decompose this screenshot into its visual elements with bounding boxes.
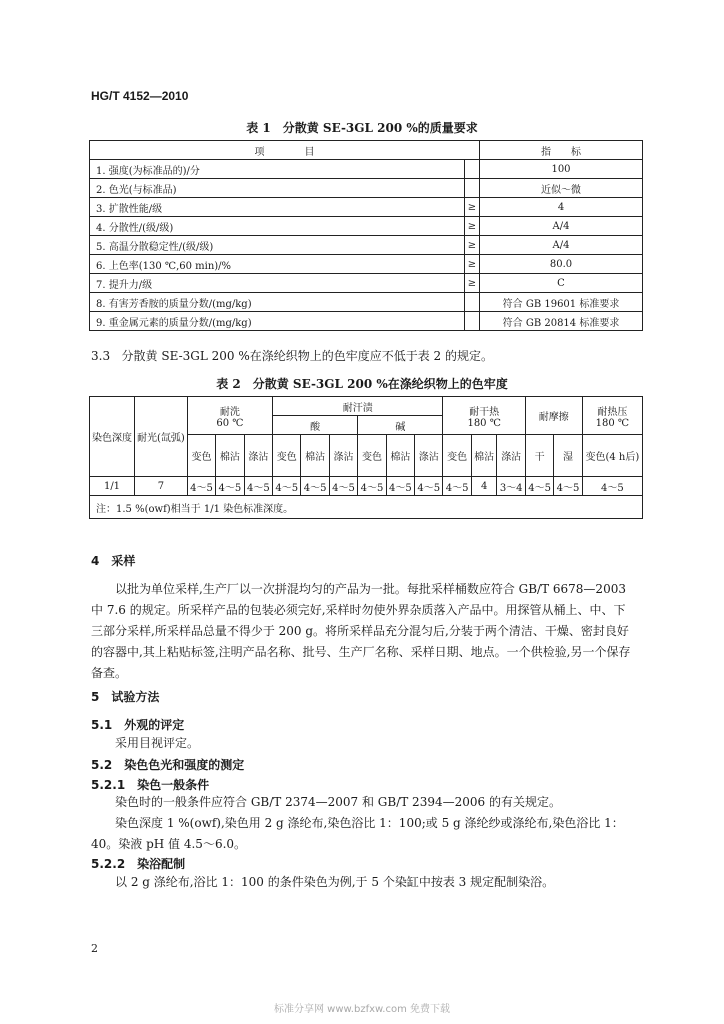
sub-header: 变色 (273, 435, 301, 477)
cell: 4～5 (415, 477, 443, 496)
row-item: 2. 色光(与标准品) (90, 179, 465, 198)
page-number: 2 (91, 942, 98, 955)
cell: 4～5 (216, 477, 244, 496)
row-value: A/4 (480, 217, 643, 236)
table-row (90, 312, 643, 331)
cell: 4～5 (358, 477, 386, 496)
cell: 4～5 (329, 477, 357, 496)
sub-header: 变色(4 h后) (582, 435, 642, 477)
row-value: C (480, 274, 643, 293)
row-op: ≥ (465, 236, 480, 255)
sub-header: 棉沾 (216, 435, 244, 477)
paragraph-line: 备查。 (91, 666, 128, 680)
press-header (582, 397, 642, 435)
row-op: ≥ (465, 198, 480, 217)
document-code-header: HG/T 4152—2010 (91, 89, 189, 103)
cell: 4～5 (386, 477, 414, 496)
paragraph-line: 40。染液 pH 值 4.5～6.0。 (91, 837, 247, 851)
row-value: 100 (480, 160, 643, 179)
row-value: A/4 (480, 236, 643, 255)
row-item: 5. 高温分散稳定性/(级/级) (90, 236, 465, 255)
row-op (465, 160, 480, 179)
press-temp: 180 ℃ (595, 417, 630, 429)
quality-requirements-table (89, 140, 643, 331)
row-value: 近似～微 (480, 179, 643, 198)
rub-header: 耐摩擦 (525, 397, 582, 435)
paragraph-line: 的容器中,其上粘贴标签,注明产品名称、批号、生产厂名称、采样日期、地点。一个供检验,另一个保存 (91, 645, 631, 659)
press-label: 耐热压 (597, 406, 628, 418)
sub-header: 棉沾 (386, 435, 414, 477)
sub-header: 涤沾 (244, 435, 272, 477)
row-value: 符合 GB 19601 标准要求 (480, 293, 643, 312)
sub-header: 涤沾 (415, 435, 443, 477)
cell: 4～5 (554, 477, 582, 496)
sub-header: 变色 (443, 435, 471, 477)
cell: 4～5 (582, 477, 642, 496)
row-op: ≥ (465, 217, 480, 236)
row-value: 符合 GB 20814 标准要求 (480, 312, 643, 331)
sub-header: 涤沾 (329, 435, 357, 477)
cell: 4～5 (301, 477, 329, 496)
cell: 4 (471, 477, 497, 496)
row-item: 6. 上色率(130 ℃,60 min)/% (90, 255, 465, 274)
cell: 4～5 (244, 477, 272, 496)
color-fastness-table (89, 396, 643, 519)
depth-header: 染色深度 (90, 397, 135, 477)
section-5-1-title: 5.1 外观的评定 (91, 718, 185, 732)
row-item: 8. 有害芳香胺的质量分数/(mg/kg) (90, 293, 465, 312)
row-value: 4 (480, 198, 643, 217)
table-row (90, 198, 643, 217)
sub-header: 变色 (358, 435, 386, 477)
header-value: 指 标 (480, 141, 643, 160)
clause-number: 3.3 (91, 349, 111, 363)
footer-watermark: 标准分享网 www.bzfxw.com 免费下载 (274, 1004, 450, 1015)
header-item: 项 目 (90, 141, 480, 160)
sub-header: 湿 (554, 435, 582, 477)
dry-heat-temp: 180 ℃ (467, 417, 501, 429)
clause-text: 分散黄 SE-3GL 200 %在涤纶织物上的色牢度应不低于表 2 的规定。 (121, 349, 494, 363)
section-5-2-1-title: 5.2.1 染色一般条件 (91, 778, 210, 792)
sub-header: 棉沾 (471, 435, 497, 477)
row-item: 9. 重金属元素的质量分数/(mg/kg) (90, 312, 465, 331)
row-op: ≥ (465, 274, 480, 293)
table-header-row (90, 141, 643, 160)
table2-caption: 表 2 分散黄 SE-3GL 200 %在涤纶织物上的色牢度 (216, 377, 508, 391)
wash-temp: 60 ℃ (216, 417, 244, 429)
paragraph-line: 染色深度 1 %(owf),染色用 2 g 涤纶布,染色浴比 1：100;或 5 g 涤纶纱或涤纶布,染色浴比 1： (115, 816, 624, 830)
cell: 4～5 (443, 477, 471, 496)
row-op (465, 293, 480, 312)
sub-header: 棉沾 (301, 435, 329, 477)
dry-heat-header (443, 397, 525, 435)
section-4-title: 4 采样 (91, 554, 136, 568)
sub-header: 变色 (187, 435, 215, 477)
alkali-header: 碱 (358, 416, 443, 435)
row-value: 80.0 (480, 255, 643, 274)
table-row (90, 293, 643, 312)
section-5-title: 5 试验方法 (91, 690, 160, 704)
paragraph-line: 中 7.6 的规定。所采样产品的包装必须完好,采样时勿使外界杂质落入产品中。用探管从桶上、中、下 (91, 603, 626, 617)
paragraph-line: 染色时的一般条件应符合 GB/T 2374—2007 和 GB/T 2394—2006 的有关规定。 (115, 795, 561, 809)
row-item: 7. 提升力/级 (90, 274, 465, 293)
table-row (90, 160, 643, 179)
paragraph-line: 三部分采样,所采样品总量不得少于 200 g。将所采样品充分混匀后,分装于两个清洁、干燥、密封良好 (91, 624, 629, 638)
wash-header (187, 397, 272, 435)
row-item: 4. 分散性/(级/级) (90, 217, 465, 236)
section-5-2-1-body (91, 792, 651, 855)
section-4-body (91, 579, 651, 684)
row-op (465, 312, 480, 331)
cell: 4～5 (187, 477, 215, 496)
light-header: 耐光(氙弧) (135, 397, 188, 477)
cell: 4～5 (525, 477, 553, 496)
table-row (90, 217, 643, 236)
wash-label: 耐洗 (219, 406, 240, 418)
section-5-1-text: 采用目视评定。 (115, 736, 200, 750)
section-5-2-2-text: 以 2 g 涤纶布,浴比 1：100 的条件染色为例,于 5 个染缸中按表 3 规定配制染浴。 (115, 875, 555, 889)
sweat-header: 耐汗渍 (273, 397, 443, 416)
section-5-2-title: 5.2 染色色光和强度的测定 (91, 758, 245, 772)
table-note: 注：1.5 %(owf)相当于 1/1 染色标准深度。 (90, 496, 643, 519)
clause-3-3 (91, 346, 493, 367)
row-op: ≥ (465, 255, 480, 274)
acid-header: 酸 (273, 416, 358, 435)
sub-header: 干 (525, 435, 553, 477)
cell: 3～4 (497, 477, 525, 496)
table1-caption: 表 1 分散黄 SE-3GL 200 %的质量要求 (246, 121, 478, 135)
table-row (90, 179, 643, 198)
table-row (90, 274, 643, 293)
dry-heat-label: 耐干热 (469, 406, 500, 418)
table-row (90, 477, 643, 496)
table-row (90, 236, 643, 255)
section-5-2-2-title: 5.2.2 染浴配制 (91, 857, 186, 871)
row-op (465, 179, 480, 198)
cell: 4～5 (273, 477, 301, 496)
cell: 1/1 (90, 477, 135, 496)
sub-header: 涤沾 (497, 435, 525, 477)
paragraph-line: 以批为单位采样,生产厂以一次拼混均匀的产品为一批。每批采样桶数应符合 GB/T 6678—2003 (115, 582, 626, 596)
cell: 7 (135, 477, 188, 496)
row-item: 1. 强度(为标准品的)/分 (90, 160, 465, 179)
row-item: 3. 扩散性能/级 (90, 198, 465, 217)
table-row (90, 255, 643, 274)
